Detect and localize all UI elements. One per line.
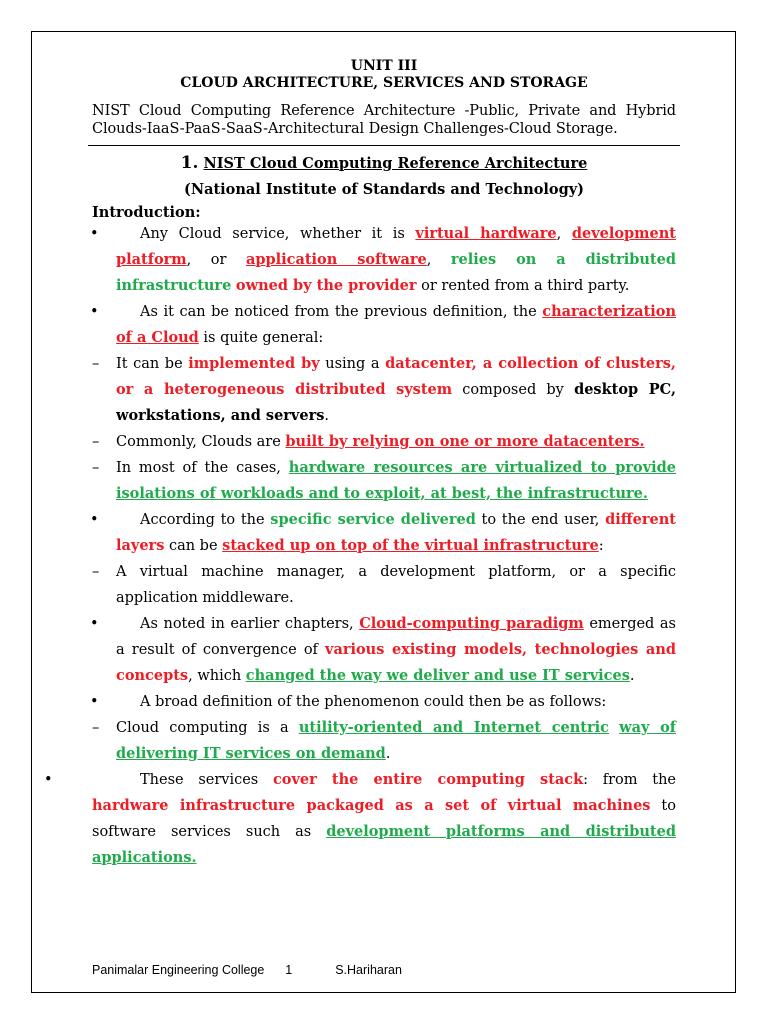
dash-paragraph <box>92 559 676 611</box>
text: Cloud computing is a <box>116 720 299 736</box>
text: is quite general: <box>198 330 324 346</box>
text: , <box>556 226 572 242</box>
highlight-red: Cloud-computing paradigm <box>359 615 584 632</box>
section-subtitle: (National Institute of Standards and Technology) <box>183 181 585 198</box>
text: As noted in earlier chapters, <box>140 616 360 632</box>
unit-topics: NIST Cloud Computing Reference Architecture -Public, Private and Hybrid Clouds-IaaS-PaaS-SaaS-Architectural Design Challenges-Cloud Storage. <box>92 103 676 137</box>
text: : from the <box>583 772 676 788</box>
text: These services <box>140 772 273 788</box>
highlight-green: development platforms and distributed applications. <box>92 823 676 866</box>
footer-page-number: 1 <box>285 963 293 977</box>
section-heading <box>92 153 676 173</box>
highlight-green: way of delivering IT services on demand <box>116 719 676 762</box>
text: It can be <box>116 356 189 372</box>
highlight-green: utility-oriented and Internet centric <box>298 719 609 736</box>
highlight-green: specific service delivered <box>270 511 476 528</box>
text: composed by <box>452 382 575 398</box>
text: . <box>385 746 391 762</box>
section-number: 1. <box>180 153 199 173</box>
section-title: NIST Cloud Computing Reference Architecture <box>203 155 588 172</box>
highlight-red: datacenter, a collection of clusters, or a heterogeneous distributed system <box>116 355 676 398</box>
document-body <box>44 58 677 871</box>
text: , <box>426 252 451 268</box>
text: In most of the cases, <box>116 460 289 476</box>
highlight-red: virtual hardware <box>415 225 557 242</box>
text: , or <box>186 252 246 268</box>
bullet-marker: • <box>90 512 99 528</box>
dash-paragraph <box>92 351 676 429</box>
text: can be <box>164 538 223 554</box>
highlight-green: hardware resources are virtualized to provide isolations of workloads and to exploit, at best, the infrastructure. <box>116 459 677 502</box>
text: : <box>598 538 604 554</box>
text: or rented from a third party. <box>416 278 630 294</box>
dash-marker: – <box>92 356 100 372</box>
highlight-red: application software <box>245 251 427 268</box>
text: using a <box>319 356 386 372</box>
footer-author: S.Hariharan <box>335 963 402 977</box>
text: . <box>629 668 635 684</box>
text: . <box>324 408 329 424</box>
bullet-paragraph <box>92 689 676 715</box>
highlight-red: characterization of a Cloud <box>116 303 676 346</box>
bold-text: desktop PC, workstations, and servers <box>116 381 677 424</box>
text: As it can be noticed from the previous definition, the <box>140 304 543 320</box>
dash-paragraph <box>92 429 676 455</box>
bullet-paragraph <box>92 299 676 351</box>
highlight-red: built by relying on one or more datacenters. <box>285 433 645 450</box>
highlight-red: different layers <box>116 511 676 554</box>
highlight-red: stacked up on top of the virtual infrastructure <box>222 537 599 554</box>
text: A virtual machine manager, a development platform, or a specific application middleware. <box>116 564 676 606</box>
highlight-red: cover the entire computing stack <box>272 771 584 788</box>
unit-title: CLOUD ARCHITECTURE, SERVICES AND STORAGE <box>180 75 588 91</box>
bullet-marker: • <box>90 304 99 320</box>
highlight-red: various existing models, technologies and concepts <box>116 641 676 684</box>
text: to the end user, <box>475 512 606 528</box>
bullet-paragraph <box>92 611 676 689</box>
dash-paragraph <box>92 715 676 767</box>
text: A broad definition of the phenomenon could then be as follows: <box>140 694 607 710</box>
bullet-marker: • <box>90 616 99 632</box>
bullet-marker: • <box>90 694 99 710</box>
bullet-marker: • <box>44 772 53 788</box>
intro-heading: Introduction: <box>92 204 201 221</box>
page-footer <box>92 963 402 977</box>
text: Any Cloud service, whether it is <box>140 226 416 242</box>
highlight-green: relies on a distributed infrastructure <box>116 251 676 294</box>
footer-college: Panimalar Engineering College <box>92 963 265 977</box>
text: Commonly, Clouds are <box>116 434 286 450</box>
bullet-paragraph <box>44 767 676 871</box>
highlight-red: development platform <box>116 225 676 268</box>
highlight-green: changed the way we deliver and use IT services <box>245 667 630 684</box>
text: to software services such as <box>92 798 676 840</box>
dash-marker: – <box>92 460 100 476</box>
bullet-marker: • <box>90 226 99 242</box>
dash-marker: – <box>92 720 100 736</box>
dash-paragraph <box>92 455 676 507</box>
highlight-red: implemented by <box>188 355 320 372</box>
highlight-red: owned by the provider <box>235 277 417 294</box>
text: , which <box>188 668 246 684</box>
text: emerged as a result of convergence of <box>116 616 676 658</box>
text <box>609 720 619 736</box>
divider <box>88 145 680 146</box>
dash-marker: – <box>92 564 100 580</box>
bullet-paragraph <box>92 507 676 559</box>
dash-marker: – <box>92 434 100 450</box>
unit-label: UNIT III <box>350 58 418 74</box>
bullet-paragraph <box>92 221 676 299</box>
text: According to the <box>140 512 271 528</box>
highlight-red: hardware infrastructure packaged as a set of virtual machines <box>92 797 651 814</box>
